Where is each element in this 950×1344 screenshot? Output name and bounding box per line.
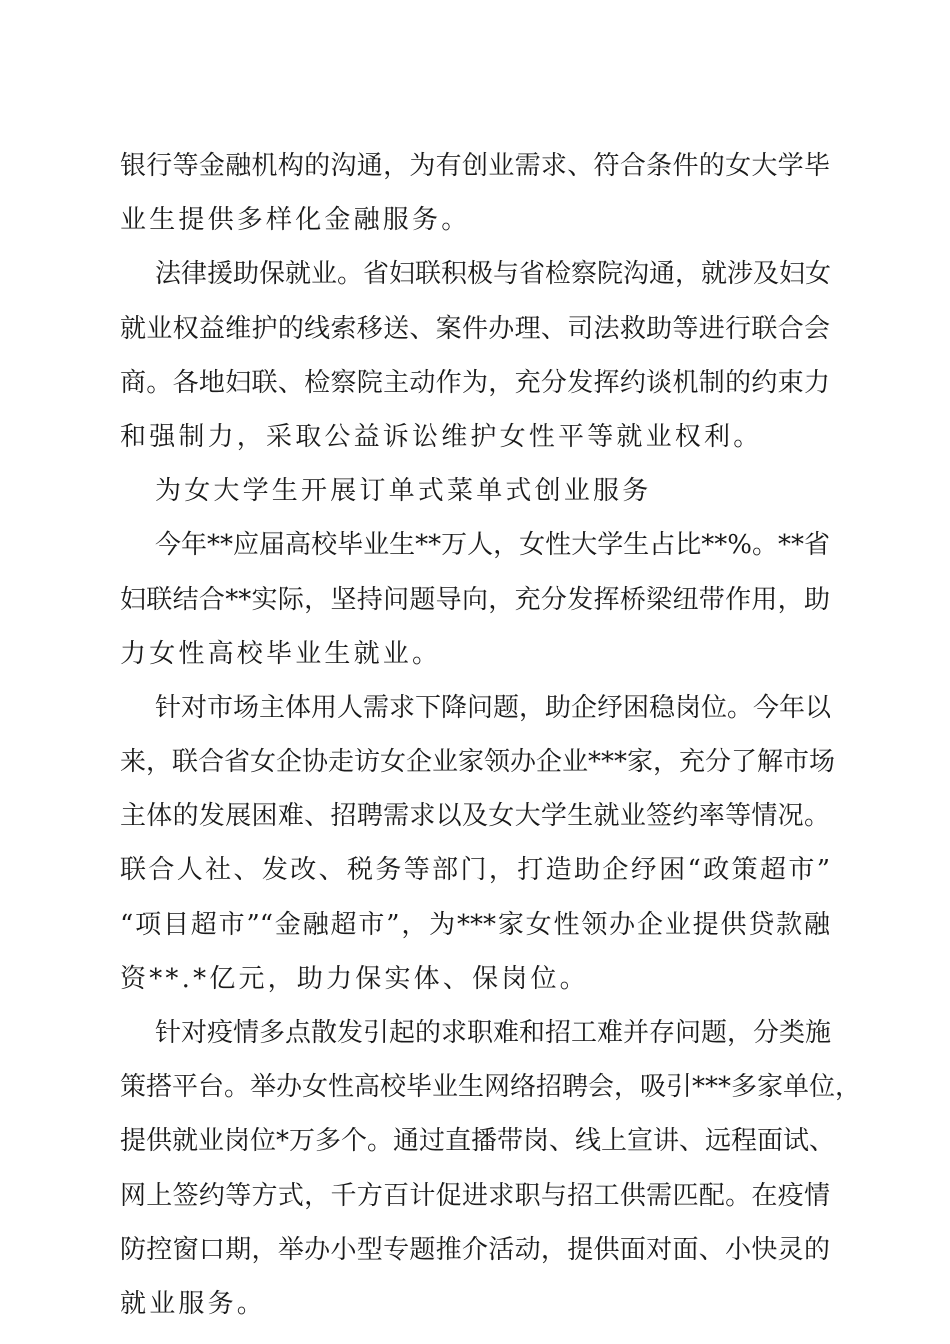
text-line: 联合人社、发改、税务等部门，打造助企纾困“政策超市” (120, 855, 830, 886)
text-line: 防控窗口期，举办小型专题推介活动，提供面对面、小快灵的 (120, 1234, 830, 1265)
text-line: 就业权益维护的线索移送、案件办理、司法救助等进行联合会 (120, 313, 830, 344)
text-line: 和强制力，采取公益诉讼维护女性平等就业权利。 (120, 421, 763, 452)
text-line: 来，联合省女企协走访女企业家领办企业***家，充分了解市场 (120, 747, 836, 778)
section-heading: 为女大学生开展订单式菜单式创业服务 (155, 476, 652, 507)
text-line: 针对市场主体用人需求下降问题，助企纾困稳岗位。今年以 (155, 692, 832, 723)
text-line: 提供就业岗位*万多个。通过直播带岗、线上宣讲、远程面试、 (120, 1126, 836, 1157)
text-line: 针对疫情多点散发引起的求职难和招工难并存问题，分类施 (155, 1018, 832, 1048)
text-line: 商。各地妇联、检察院主动作为，充分发挥约谈机制的约束力 (120, 367, 830, 398)
text-line: “项目超市”“金融超市”，为***家女性领办企业提供贷款融 (120, 909, 830, 940)
text-line: 妇联结合**实际，坚持问题导向，充分发挥桥梁纽带作用，助 (120, 584, 830, 615)
text-line: 策搭平台。举办女性高校毕业生网络招聘会，吸引***多家单位， (120, 1072, 862, 1103)
text-line: 银行等金融机构的沟通，为有创业需求、符合条件的女大学毕 (120, 151, 830, 181)
paragraph-heading-line: 法律援助保就业。省妇联积极与省检察院沟通，就涉及妇女 (155, 259, 832, 290)
text-line: 力女性高校毕业生就业。 (120, 638, 442, 669)
text-line: 就业服务。 (120, 1288, 267, 1319)
text-line: 资**.*亿元，助力保实体、保岗位。 (120, 963, 589, 994)
text-line: 网上签约等方式，千方百计促进求职与招工供需匹配。在疫情 (120, 1180, 830, 1211)
text-line: 今年**应届高校毕业生**万人，女性大学生占比**%。**省 (155, 530, 830, 561)
text-line: 业生提供多样化金融服务。 (120, 205, 471, 236)
text-line: 主体的发展困难、招聘需求以及女大学生就业签约率等情况。 (120, 801, 830, 832)
document-body (120, 139, 862, 1331)
